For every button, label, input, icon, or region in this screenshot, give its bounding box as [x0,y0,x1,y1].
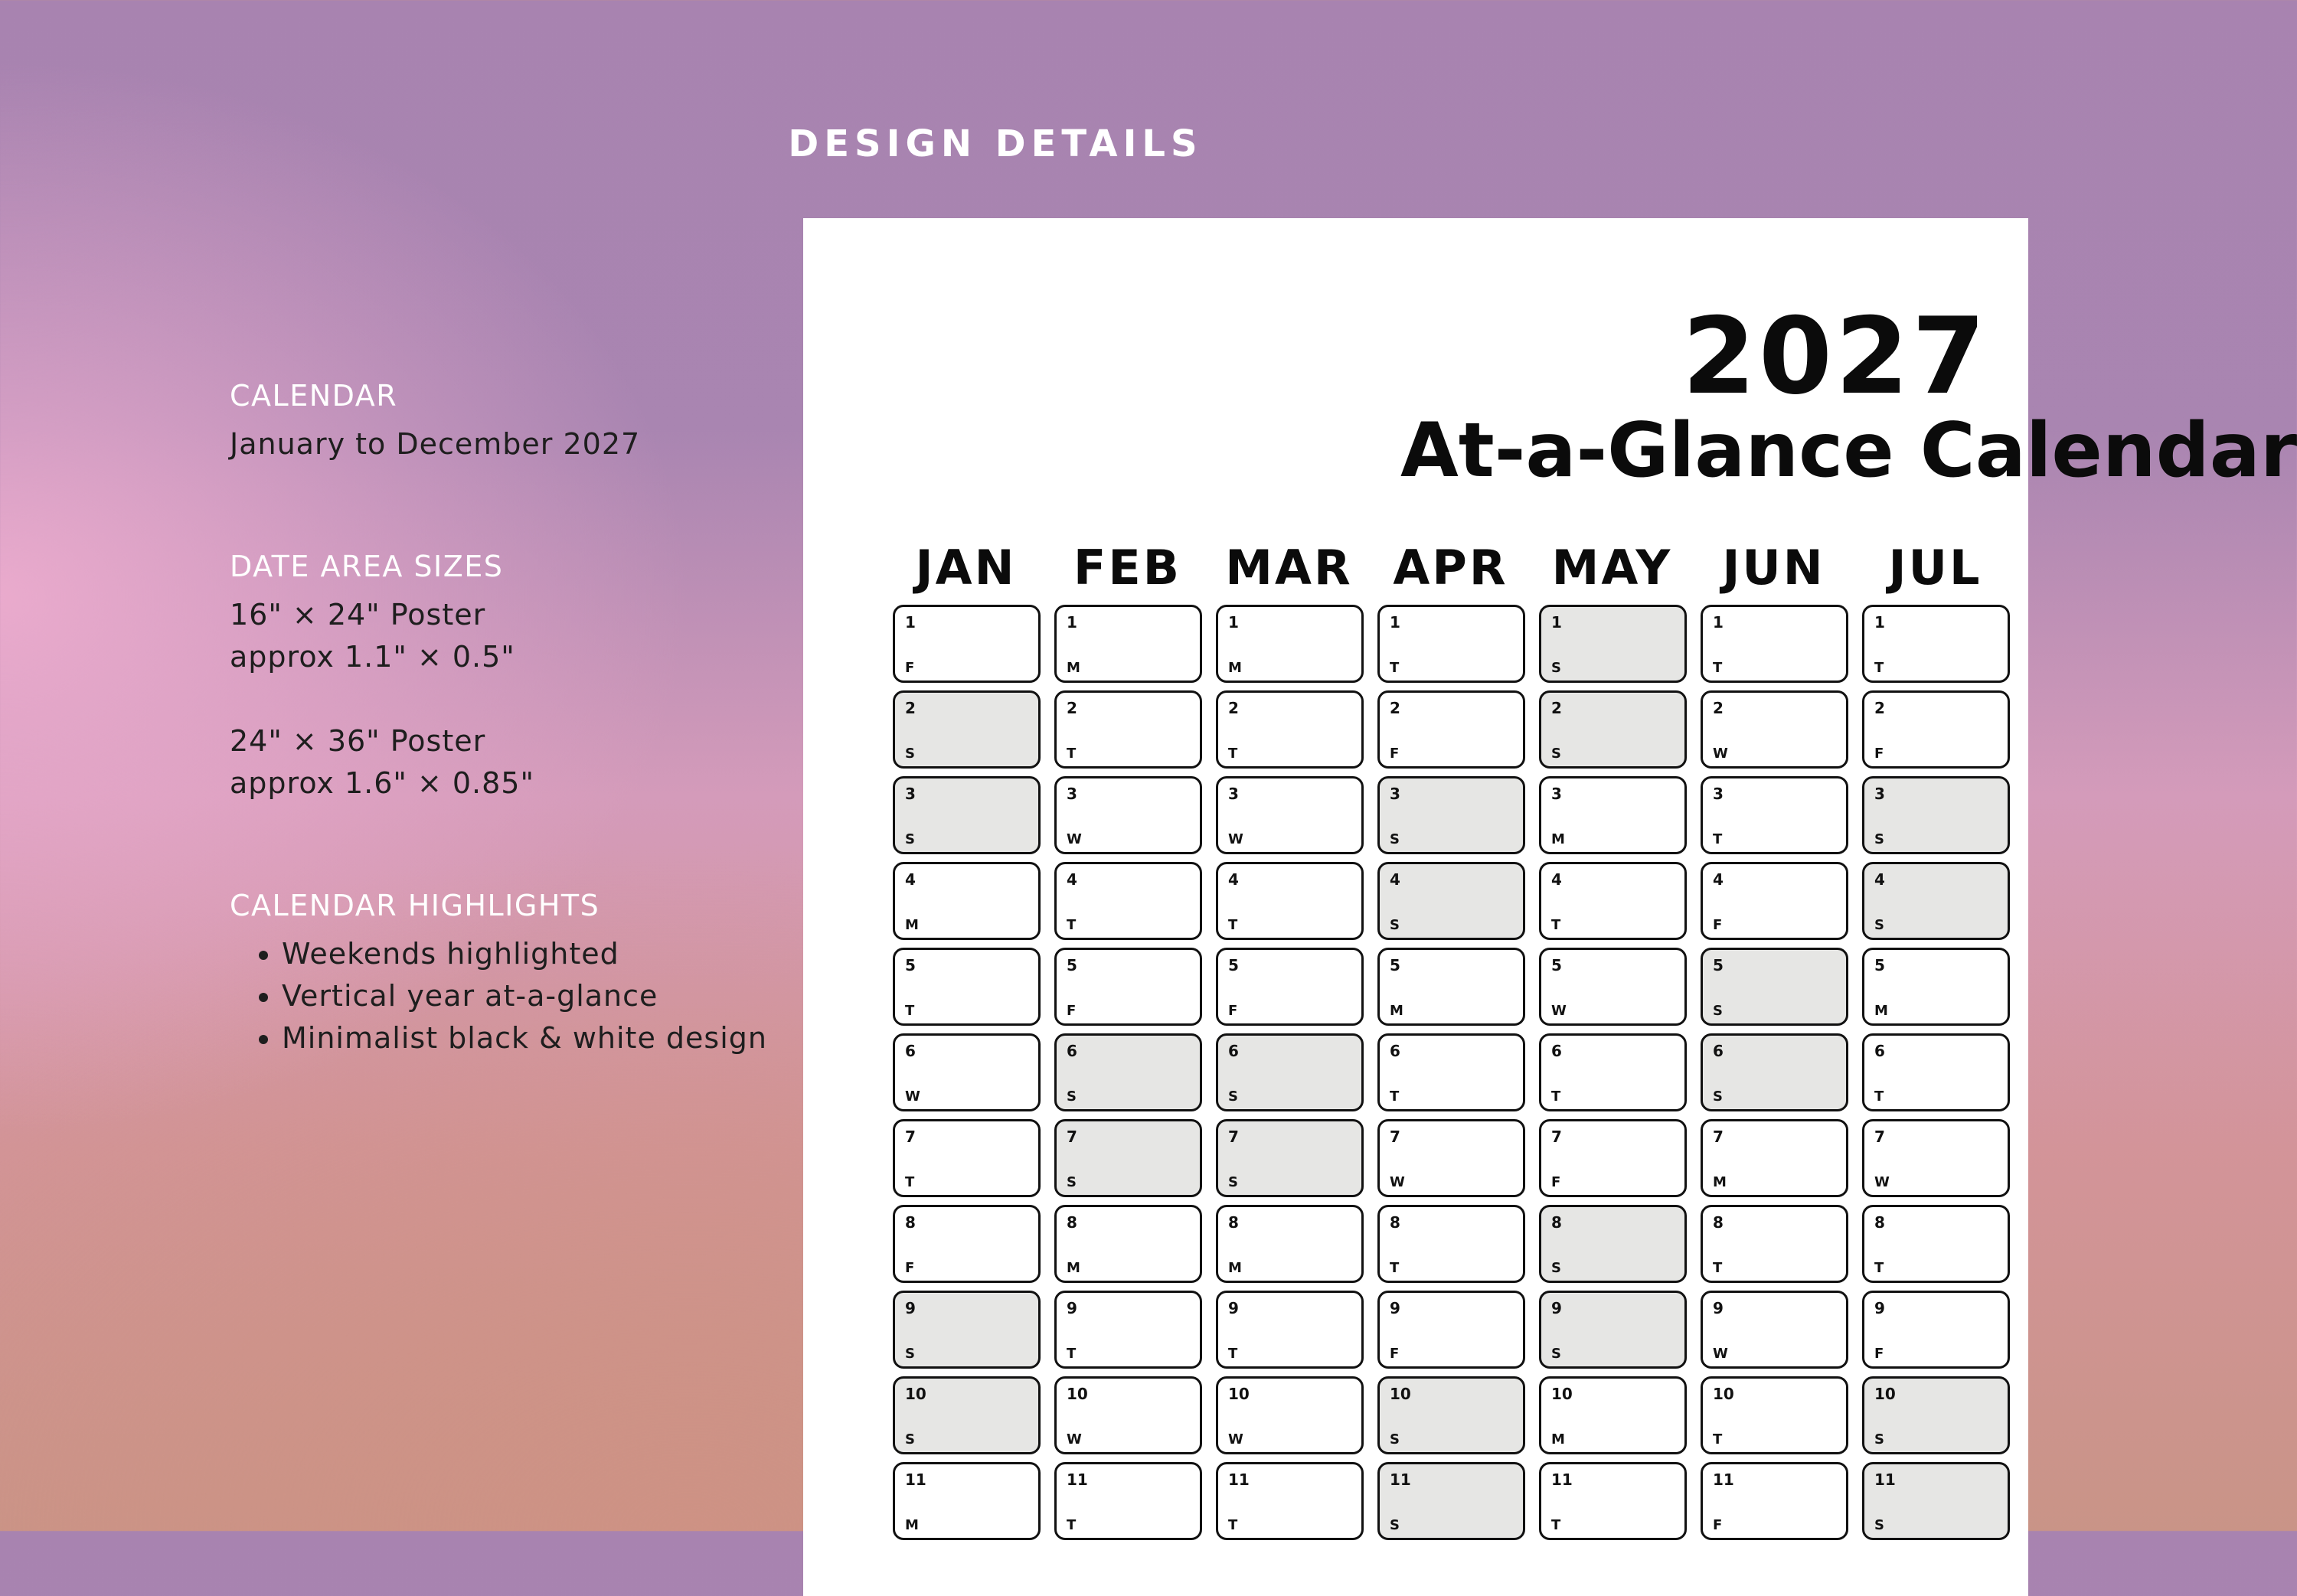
weekday-letter: S [1067,1088,1077,1105]
weekday-letter: T [1874,660,1884,676]
day-number: 8 [1874,1213,1885,1232]
day-cell [1862,1033,2010,1111]
weekday-letter: S [1390,1517,1400,1533]
calendar-section [230,379,781,465]
weekday-letter: F [1713,1517,1723,1533]
day-number: 5 [1390,956,1400,974]
day-number: 5 [1713,956,1724,974]
weekday-letter: T [1228,1346,1238,1362]
day-cell [1701,862,1848,940]
day-number: 6 [1390,1042,1400,1060]
day-number: 1 [1551,613,1562,632]
month-name: JAN [915,540,1017,596]
weekday-letter: M [1390,1003,1403,1019]
weekday-letter: F [1713,917,1723,933]
weekday-letter: S [1551,1260,1561,1276]
weekday-letter: T [1067,1346,1077,1362]
day-cell [1539,1033,1687,1111]
day-number: 5 [905,956,916,974]
weekday-letter: S [1874,1431,1884,1447]
day-number: 5 [1067,956,1077,974]
weekday-letter: F [1390,746,1400,762]
weekday-letter: S [1874,831,1884,847]
weekday-letter: M [1067,660,1080,676]
weekday-letter: M [1228,1260,1242,1276]
day-number: 10 [1713,1385,1734,1403]
day-cell [1377,1291,1525,1369]
day-cell [1216,1462,1364,1540]
day-number: 9 [1713,1299,1724,1317]
day-number: 1 [1390,613,1400,632]
day-number: 11 [1228,1470,1250,1489]
day-number: 7 [905,1128,916,1146]
day-cell [1539,1376,1687,1454]
weekday-letter: T [1713,831,1723,847]
weekday-letter: T [1551,917,1561,933]
day-cell [893,776,1041,854]
size-24x36-name: 24" × 36" Poster [230,724,486,758]
day-number: 10 [1874,1385,1896,1403]
day-cell [1539,690,1687,769]
day-cell [1054,690,1202,769]
day-cell [1862,605,2010,683]
day-number: 7 [1390,1128,1400,1146]
weekday-letter: S [1390,917,1400,933]
day-cell [893,690,1041,769]
day-number: 8 [1067,1213,1077,1232]
design-details-panel [230,379,781,1102]
day-cell [893,1376,1041,1454]
day-cell [1862,862,2010,940]
day-cell [1539,776,1687,854]
weekday-letter: T [1551,1088,1561,1105]
day-cell [1216,1291,1364,1369]
weekday-letter: F [905,1260,915,1276]
day-cell [1701,1376,1848,1454]
day-cell [1862,948,2010,1026]
day-cell [1216,776,1364,854]
day-number: 6 [1551,1042,1562,1060]
day-number: 3 [1067,785,1077,803]
day-cell [893,1205,1041,1283]
day-cell [1377,690,1525,769]
size-16x24-area: approx 1.1" × 0.5" [230,640,515,674]
month-name: JUL [1888,540,1982,596]
weekday-letter: F [1067,1003,1077,1019]
day-cell [1862,1376,2010,1454]
day-number: 8 [1551,1213,1562,1232]
day-number: 2 [1228,699,1239,717]
day-cell [1054,1205,1202,1283]
day-cell [893,862,1041,940]
day-number: 3 [1551,785,1562,803]
day-number: 4 [905,870,916,889]
day-number: 4 [1067,870,1077,889]
day-number: 6 [1874,1042,1885,1060]
weekday-letter: T [1713,660,1723,676]
day-number: 7 [1551,1128,1562,1146]
weekday-letter: S [1551,746,1561,762]
weekday-letter: W [1067,831,1082,847]
highlight-item: • Minimalist black & white design [282,1017,781,1059]
day-number: 7 [1067,1128,1077,1146]
calendar-label: CALENDAR [230,379,398,413]
day-cell [1216,1119,1364,1197]
weekday-letter: T [1067,917,1077,933]
size-16x24-name: 16" × 24" Poster [230,598,486,632]
day-cell [1216,948,1364,1026]
weekday-letter: S [1390,1431,1400,1447]
weekday-letter: W [1713,746,1728,762]
weekday-letter: T [1390,1088,1400,1105]
day-cell [1054,1291,1202,1369]
weekday-letter: S [1228,1088,1238,1105]
day-number: 9 [1874,1299,1885,1317]
day-cell [1216,605,1364,683]
day-cell [1377,1205,1525,1283]
highlight-item: • Weekends highlighted [282,933,781,975]
day-cell [1539,1205,1687,1283]
day-cell [893,1119,1041,1197]
day-number: 3 [1874,785,1885,803]
day-cell [1377,948,1525,1026]
day-cell [1377,1462,1525,1540]
day-number: 3 [905,785,916,803]
day-number: 10 [1067,1385,1088,1403]
day-cell [1054,862,1202,940]
day-cell [1054,1462,1202,1540]
day-number: 1 [1713,613,1724,632]
weekday-letter: M [905,1517,919,1533]
day-number: 11 [1390,1470,1411,1489]
day-cell [1377,1033,1525,1111]
weekday-letter: T [905,1003,915,1019]
day-cell [1216,1033,1364,1111]
day-number: 2 [1713,699,1724,717]
day-cell [1539,1291,1687,1369]
weekday-letter: M [1713,1174,1727,1190]
day-number: 1 [905,613,916,632]
day-number: 4 [1390,870,1400,889]
day-cell [1862,690,2010,769]
weekday-letter: M [1874,1003,1888,1019]
weekday-letter: S [1713,1088,1723,1105]
weekday-letter: W [1228,831,1243,847]
day-cell [1539,1119,1687,1197]
day-number: 9 [1067,1299,1077,1317]
day-number: 5 [1874,956,1885,974]
highlights-list [230,933,781,1059]
weekday-letter: S [905,746,915,762]
day-cell [893,605,1041,683]
weekday-letter: S [1551,660,1561,676]
day-cell [1216,690,1364,769]
day-cell [1377,1119,1525,1197]
weekday-letter: M [1067,1260,1080,1276]
day-number: 3 [1713,785,1724,803]
poster-year: 2027 [1681,295,1988,418]
day-cell [1377,776,1525,854]
weekday-letter: S [905,1431,915,1447]
day-number: 1 [1874,613,1885,632]
day-cell [1701,690,1848,769]
weekday-letter: T [1713,1260,1723,1276]
day-number: 8 [1228,1213,1239,1232]
day-number: 11 [1874,1470,1896,1489]
weekday-letter: S [1228,1174,1238,1190]
day-cell [893,948,1041,1026]
weekday-letter: S [1551,1346,1561,1362]
weekday-letter: F [1874,1346,1884,1362]
day-number: 8 [905,1213,916,1232]
size-24x36-area: approx 1.6" × 0.85" [230,766,534,800]
weekday-letter: F [1874,746,1884,762]
day-number: 6 [1228,1042,1239,1060]
day-number: 8 [1713,1213,1724,1232]
day-cell [1539,1462,1687,1540]
calendar-poster [803,218,2297,1596]
weekday-letter: S [1874,1517,1884,1533]
day-number: 11 [1067,1470,1088,1489]
weekday-letter: T [1228,1517,1238,1533]
weekday-letter: W [1713,1346,1728,1362]
weekday-letter: F [1551,1174,1561,1190]
month-name: FEB [1073,540,1181,596]
weekday-letter: W [1874,1174,1890,1190]
highlight-item: • Vertical year at-a-glance [282,975,781,1017]
page-title: DESIGN DETAILS [788,122,1203,165]
weekday-letter: T [1713,1431,1723,1447]
month-name: MAY [1551,540,1673,596]
day-number: 6 [1067,1042,1077,1060]
sizes-label: DATE AREA SIZES [230,550,504,583]
day-cell [1862,1462,2010,1540]
day-number: 1 [1228,613,1239,632]
day-number: 10 [1390,1385,1411,1403]
weekday-letter: T [1551,1517,1561,1533]
day-cell [1054,776,1202,854]
day-number: 5 [1551,956,1562,974]
weekday-letter: S [1067,1174,1077,1190]
weekday-letter: M [1228,660,1242,676]
day-number: 7 [1874,1128,1885,1146]
day-number: 4 [1551,870,1562,889]
day-cell [1539,948,1687,1026]
day-cell [893,1291,1041,1369]
day-number: 2 [905,699,916,717]
weekday-letter: W [1228,1431,1243,1447]
day-cell [1701,605,1848,683]
weekday-letter: T [1067,1517,1077,1533]
weekday-letter: T [905,1174,915,1190]
day-number: 11 [1551,1470,1573,1489]
day-cell [1216,862,1364,940]
day-cell [1216,1205,1364,1283]
weekday-letter: S [1390,831,1400,847]
calendar-value: January to December 2027 [230,427,641,461]
day-number: 9 [905,1299,916,1317]
day-cell [1377,1376,1525,1454]
day-number: 6 [905,1042,916,1060]
day-cell [1701,948,1848,1026]
weekday-letter: W [1067,1431,1082,1447]
day-number: 10 [1228,1385,1250,1403]
day-number: 10 [1551,1385,1573,1403]
weekday-letter: T [1874,1088,1884,1105]
weekday-letter: F [1390,1346,1400,1362]
day-cell [1539,605,1687,683]
weekday-letter: T [1390,660,1400,676]
weekday-letter: T [1874,1260,1884,1276]
day-number: 8 [1390,1213,1400,1232]
month-name: APR [1393,540,1508,596]
weekday-letter: M [905,917,919,933]
day-number: 9 [1551,1299,1562,1317]
day-number: 9 [1390,1299,1400,1317]
weekday-letter: W [1551,1003,1567,1019]
weekday-letter: M [1551,831,1565,847]
day-cell [1701,1291,1848,1369]
month-name: JUN [1722,540,1825,596]
day-cell [1701,776,1848,854]
day-cell [1701,1462,1848,1540]
weekday-letter: W [1390,1174,1405,1190]
day-cell [1054,948,1202,1026]
day-cell [1539,862,1687,940]
day-cell [1862,776,2010,854]
day-cell [1377,605,1525,683]
day-cell [893,1462,1041,1540]
weekday-letter: F [1228,1003,1238,1019]
weekday-letter: S [905,1346,915,1362]
day-cell [1701,1033,1848,1111]
day-number: 4 [1874,870,1885,889]
day-number: 4 [1228,870,1239,889]
month-name: MAR [1225,540,1353,596]
day-number: 2 [1067,699,1077,717]
day-number: 9 [1228,1299,1239,1317]
weekday-letter: M [1551,1431,1565,1447]
day-cell [1216,1376,1364,1454]
day-number: 2 [1390,699,1400,717]
poster-subtitle: At-a-Glance Calendar [1400,407,2297,494]
day-cell [1054,1033,1202,1111]
weekday-letter: T [1067,746,1077,762]
day-cell [1701,1119,1848,1197]
weekday-letter: S [1874,917,1884,933]
highlights-label: CALENDAR HIGHLIGHTS [230,889,600,922]
highlights-section [230,889,781,1059]
weekday-letter: T [1390,1260,1400,1276]
day-cell [1862,1205,2010,1283]
weekday-letter: W [905,1088,920,1105]
day-cell [1862,1291,2010,1369]
day-cell [1054,605,1202,683]
day-number: 3 [1228,785,1239,803]
weekday-letter: T [1228,746,1238,762]
day-number: 7 [1228,1128,1239,1146]
day-number: 3 [1390,785,1400,803]
day-cell [1377,862,1525,940]
day-number: 5 [1228,956,1239,974]
day-cell [1054,1376,1202,1454]
weekday-letter: F [905,660,915,676]
day-number: 10 [905,1385,926,1403]
weekday-letter: S [1713,1003,1723,1019]
weekday-letter: T [1228,917,1238,933]
day-number: 2 [1874,699,1885,717]
day-number: 4 [1713,870,1724,889]
day-cell [1054,1119,1202,1197]
day-number: 2 [1551,699,1562,717]
day-cell [1862,1119,2010,1197]
weekday-letter: S [905,831,915,847]
day-number: 11 [1713,1470,1734,1489]
sizes-section [230,550,781,805]
day-number: 1 [1067,613,1077,632]
day-number: 7 [1713,1128,1724,1146]
day-cell [1701,1205,1848,1283]
day-cell [893,1033,1041,1111]
day-number: 6 [1713,1042,1724,1060]
day-number: 11 [905,1470,926,1489]
